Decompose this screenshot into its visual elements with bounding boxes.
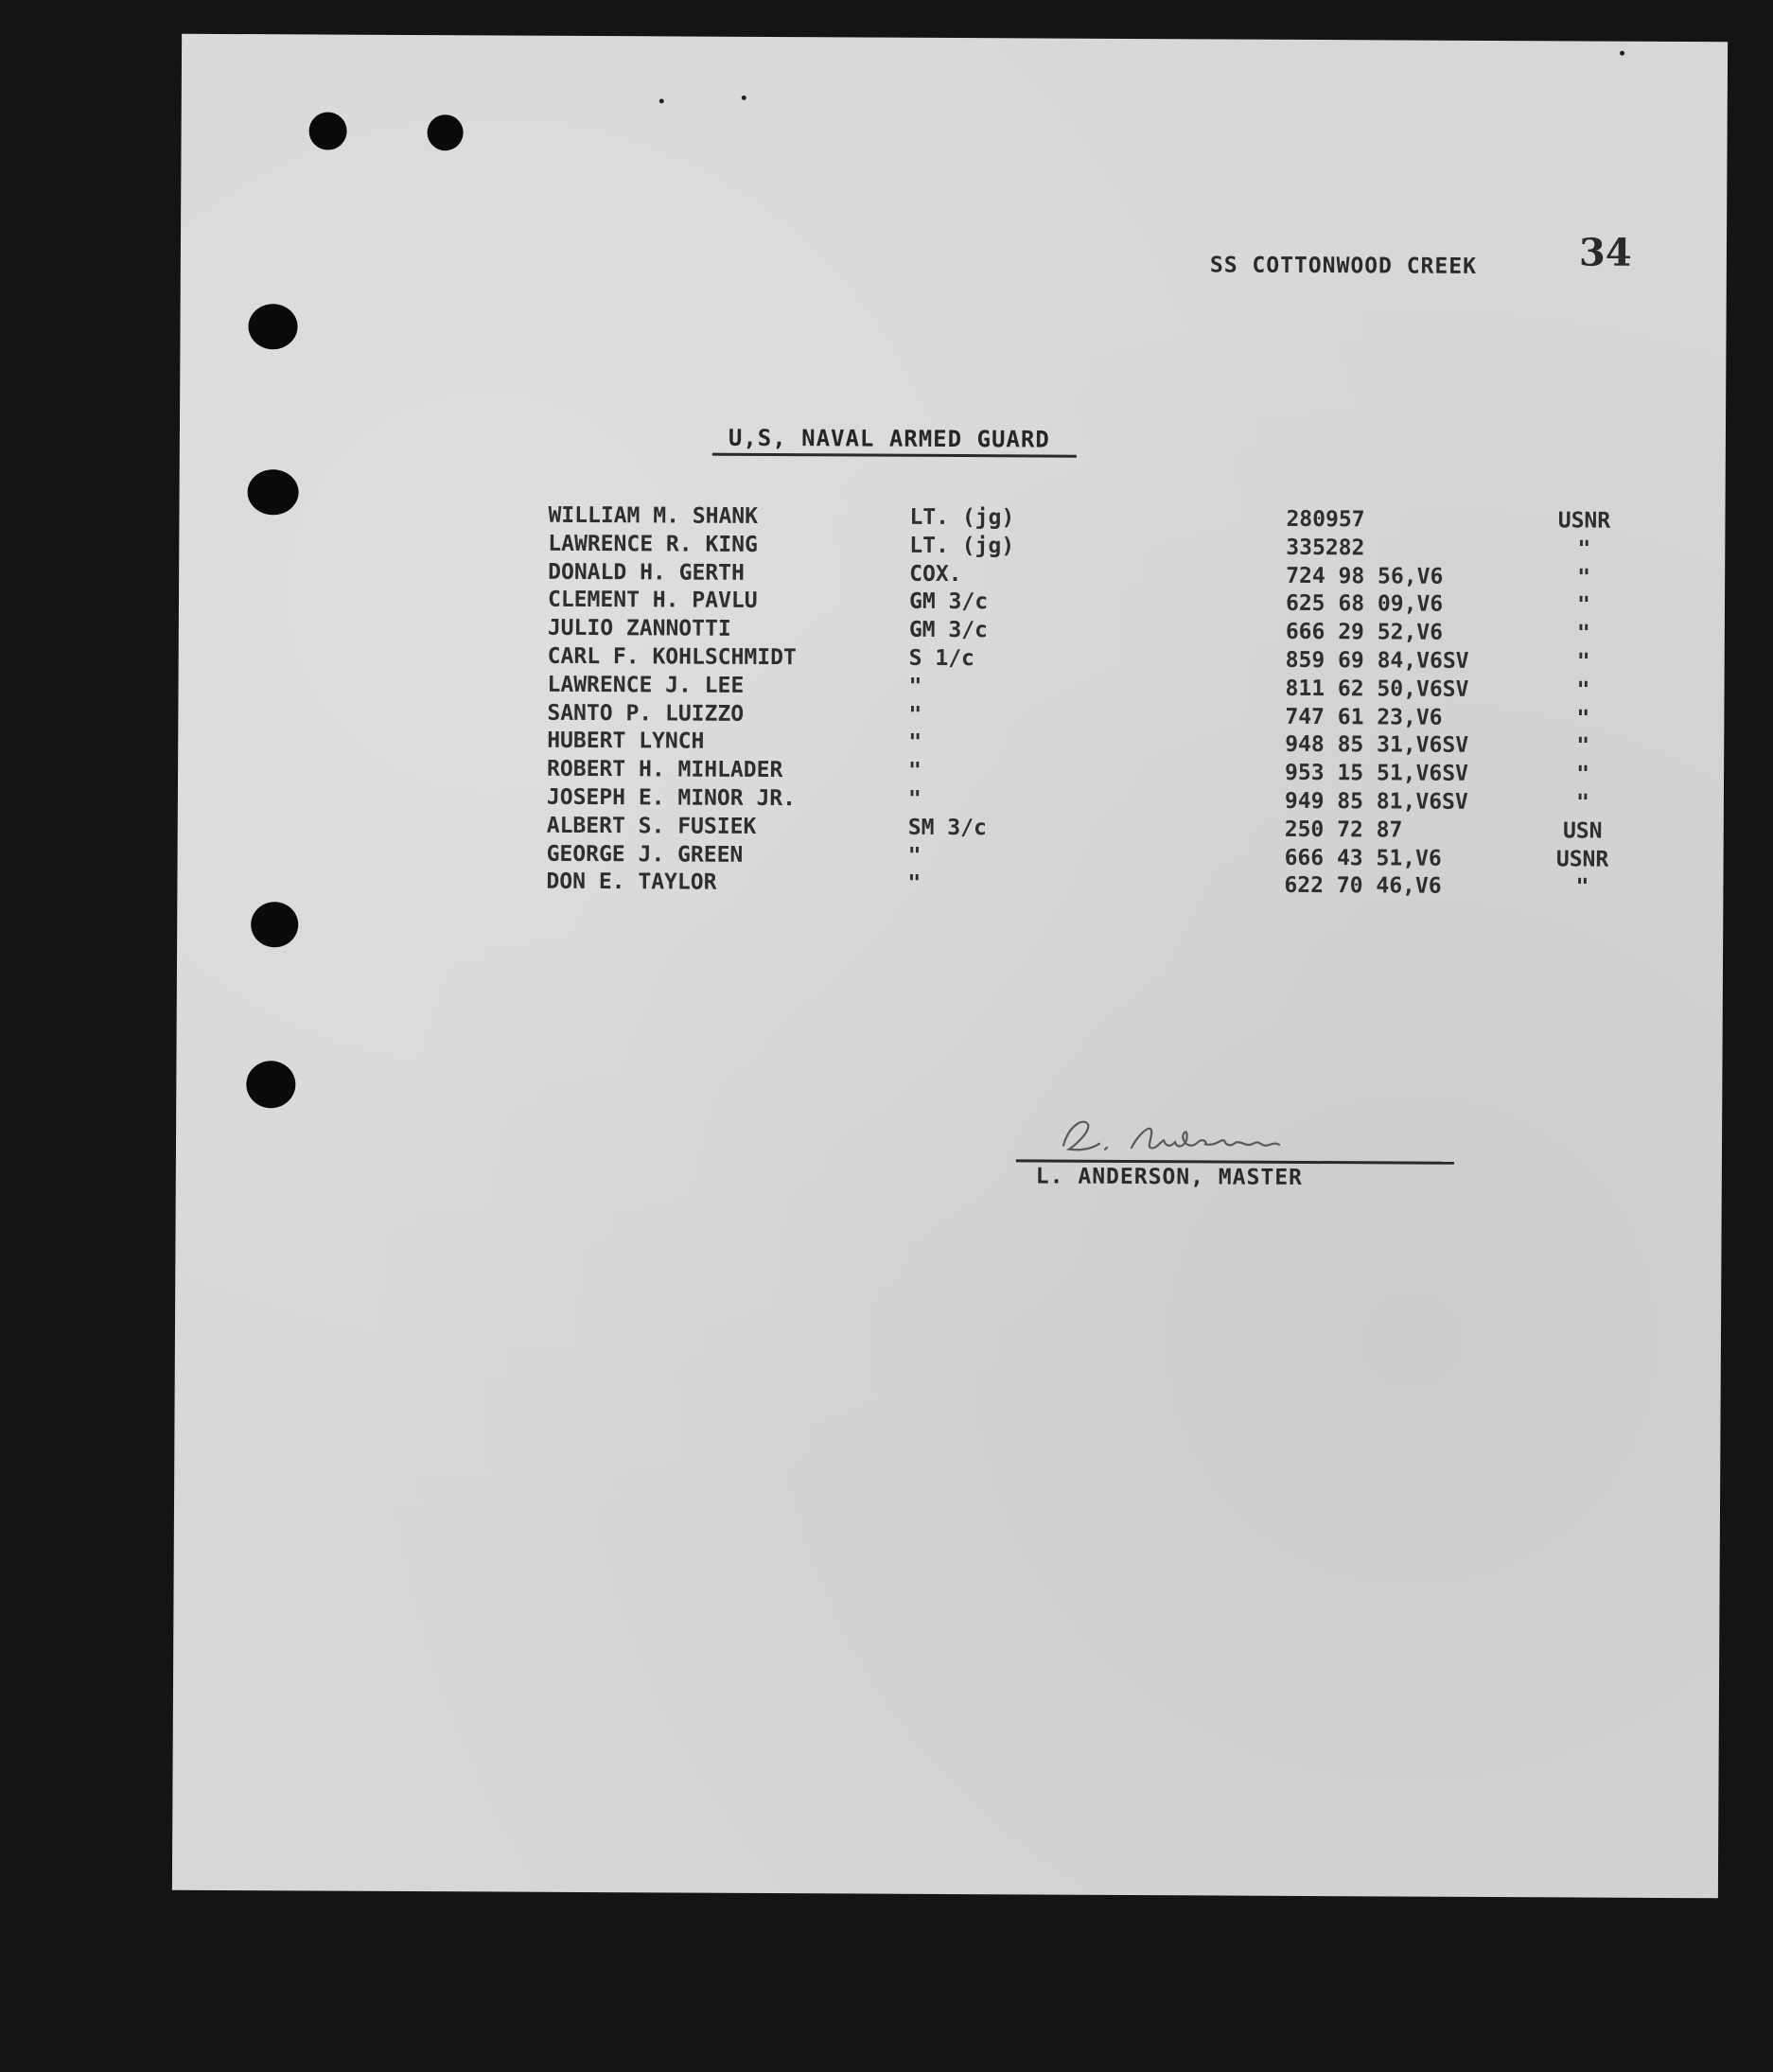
crew-name: WILLIAM M. SHANK <box>548 502 759 529</box>
service-number: 747 61 23,V6 <box>1285 704 1443 730</box>
crew-rate: " <box>907 786 922 812</box>
punch-hole <box>251 902 298 947</box>
service-number: 948 85 31,V6SV <box>1285 732 1469 759</box>
crew-branch: " <box>1575 790 1589 816</box>
service-number: 949 85 81,V6SV <box>1284 788 1468 815</box>
service-number: 811 62 50,V6SV <box>1285 676 1469 702</box>
crew-branch: " <box>1576 762 1590 787</box>
crew-rate: LT. (jg) <box>909 504 1015 531</box>
ink-speck <box>659 98 664 103</box>
punch-hole <box>309 112 347 149</box>
crew-name: ROBERT H. MIHLADER <box>547 756 783 783</box>
service-number: 666 29 52,V6 <box>1285 620 1444 645</box>
crew-branch: USNR <box>1557 508 1611 534</box>
service-number: 724 98 56,V6 <box>1286 563 1444 589</box>
crew-rate: S 1/c <box>908 645 975 672</box>
service-number: 625 68 09,V6 <box>1285 591 1444 618</box>
ink-speck <box>1620 51 1624 56</box>
crew-name: DON E. TAYLOR <box>546 869 717 896</box>
signatory-name: L. ANDERSON, MASTER <box>1035 1164 1304 1190</box>
crew-rate: GM 3/c <box>908 617 989 643</box>
punch-hole <box>246 1061 295 1108</box>
crew-roster <box>546 502 1611 900</box>
punch-hole <box>247 469 298 515</box>
crew-name: CARL F. KOHLSCHMIDT <box>547 643 797 671</box>
crew-name: HUBERT LYNCH <box>547 729 705 755</box>
crew-name: JULIO ZANNOTTI <box>547 615 731 641</box>
service-number: 953 15 51,V6SV <box>1285 761 1469 787</box>
crew-branch: " <box>1577 536 1591 562</box>
crew-name: LAWRENCE R. KING <box>548 531 758 557</box>
crew-rate: " <box>907 871 922 897</box>
crew-branch: " <box>1575 874 1589 900</box>
handwritten-signature <box>1056 1108 1453 1167</box>
crew-rate: " <box>908 730 922 756</box>
crew-rate: LT. (jg) <box>909 533 1015 559</box>
crew-rate: " <box>907 843 922 869</box>
punch-hole <box>248 304 297 349</box>
crew-name: DONALD H. GERTH <box>548 559 745 586</box>
crew-branch: " <box>1576 733 1590 759</box>
crew-rate: GM 3/c <box>908 589 989 615</box>
crew-branch: USN <box>1562 818 1603 844</box>
crew-rate: COX. <box>909 561 962 587</box>
service-number: 335282 <box>1286 535 1365 561</box>
crew-branch: " <box>1576 649 1590 675</box>
section-heading: U,S, NAVAL ARMED GUARD <box>728 424 1050 453</box>
service-number: 622 70 46,V6 <box>1284 873 1442 900</box>
crew-branch: " <box>1576 621 1590 646</box>
service-number: 859 69 84,V6SV <box>1285 647 1469 674</box>
punch-hole <box>428 114 464 150</box>
crew-name: ALBERT S. FUSIEK <box>546 813 757 839</box>
crew-branch: " <box>1576 592 1590 618</box>
crew-name: SANTO P. LUIZZO <box>547 700 745 727</box>
crew-rate: " <box>908 702 922 728</box>
crew-name: GEORGE J. GREEN <box>546 841 744 868</box>
ink-speck <box>742 96 746 100</box>
crew-branch: USNR <box>1555 846 1609 872</box>
crew-name: JOSEPH E. MINOR JR. <box>546 784 797 812</box>
crew-rate: " <box>908 758 922 784</box>
heading-underline <box>712 453 1077 458</box>
crew-rate: " <box>908 674 922 699</box>
crew-branch: " <box>1577 565 1591 590</box>
service-number: 250 72 87 <box>1284 817 1403 843</box>
service-number: 666 43 51,V6 <box>1284 845 1442 871</box>
ship-name: SS COTTONWOOD CREEK <box>1209 253 1478 279</box>
crew-name: CLEMENT H. PAVLU <box>547 588 758 614</box>
page-number: 34 <box>1578 230 1632 275</box>
crew-branch: " <box>1576 677 1590 703</box>
crew-branch: " <box>1576 706 1590 731</box>
crew-name: LAWRENCE J. LEE <box>547 672 745 698</box>
service-number: 280957 <box>1286 506 1365 533</box>
crew-rate: SM 3/c <box>907 815 987 840</box>
document-page <box>172 34 1728 1899</box>
